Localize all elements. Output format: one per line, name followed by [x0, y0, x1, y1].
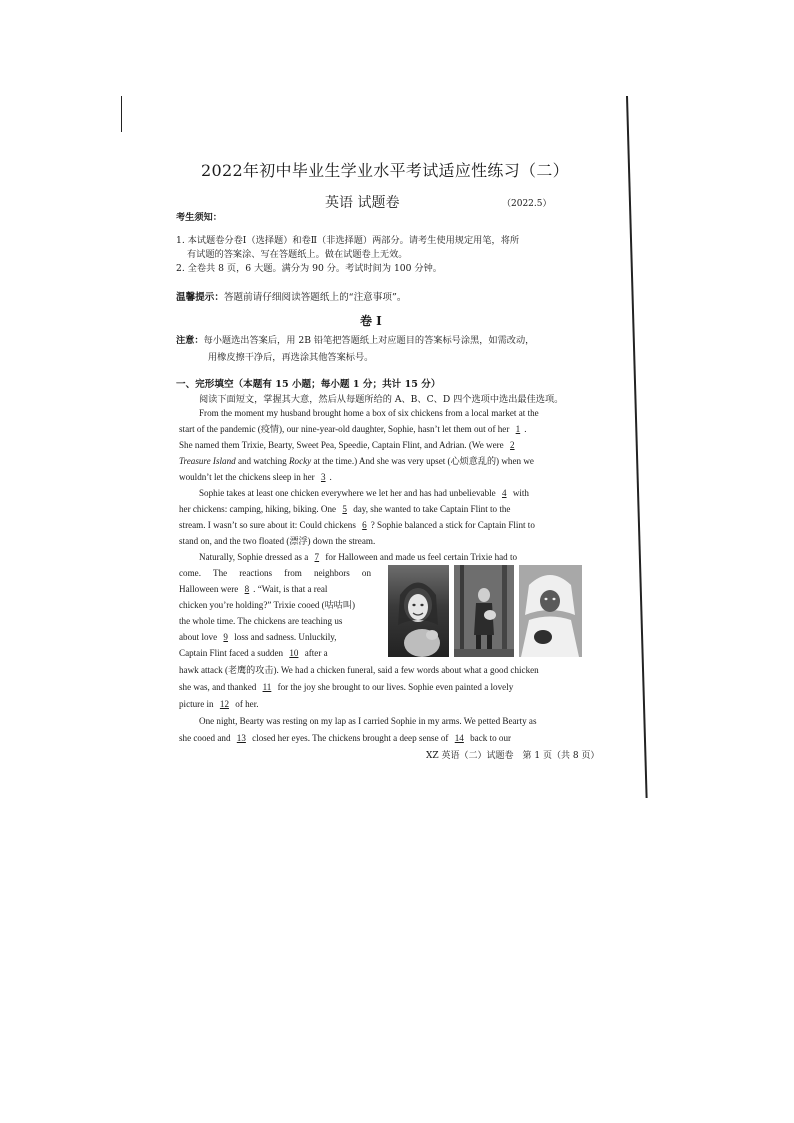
page-footer: XZ 英语（二）试题卷 第 1 页（共 8 页） [426, 751, 600, 761]
passage-text: She named them Trixie, Bearty, Sweet Pea, Speedie, Captain Flint, and Adrian. (We were [179, 440, 504, 450]
notice-heading: 考生须知： [176, 212, 222, 223]
blank-13: 13 [236, 733, 246, 743]
passage-line: One night, Bearty was resting on my lap as I carried Sophie in my arms. We petted Bearty as [199, 716, 537, 726]
part-title: 卷 Ⅰ [360, 314, 382, 328]
passage-text: and watching [235, 456, 289, 466]
blank-5: 5 [342, 504, 347, 514]
passage-text: start of the pandemic (疫情), our nine-year-old daughter, Sophie, hasn’t let them out of her [179, 424, 510, 434]
tip [176, 289, 406, 303]
section-title: 一、完形填空（本题有 15 小题；每小题 1 分；共计 15 分） [176, 379, 441, 390]
passage-text: after a [304, 648, 328, 658]
passage-text: day, she wanted to take Captain Flint to the [353, 504, 511, 514]
blank-2: 2 [510, 440, 515, 450]
notice-item-1: 1. 本试题卷分卷Ⅰ（选择题）和卷Ⅱ（非选择题）两部分。请考生使用规定用笔，将所 [176, 235, 520, 246]
photo-strip [388, 565, 582, 657]
blank-14: 14 [454, 733, 464, 743]
passage-text: Halloween were [179, 584, 239, 594]
notice-item-1-cont: 有试题的答案涂、写在答题纸上。做在试题卷上无效。 [187, 249, 408, 260]
passage-line [199, 487, 529, 499]
passage-text: closed her eyes. The chickens brought a deep sense of [252, 733, 449, 743]
blank-12: 12 [219, 699, 229, 709]
note-line-2: 用橡皮擦干净后，再选涂其他答案标号。 [208, 352, 374, 363]
passage-line [179, 471, 332, 483]
passage-text: Sophie takes at least one chicken everywhere we let her and has had unbelievable [199, 488, 496, 498]
photo-girl-in-snow [519, 565, 582, 657]
passage-word: on [361, 568, 371, 578]
blank-4: 4 [501, 488, 507, 498]
passage-text: ? Sophie balanced a stick for Captain Flint to [370, 520, 535, 530]
passage-text: about love [179, 632, 218, 642]
passage-text: . [524, 424, 527, 434]
notice-item-2: 2. 全卷共 8 页，6 大题。满分为 90 分。考试时间为 100 分钟。 [176, 263, 442, 274]
tip-text: 答题前请仔细阅读答题纸上的“注意事项”。 [223, 292, 407, 303]
passage-text: picture in [179, 699, 214, 709]
passage-line [179, 439, 519, 451]
part-note [176, 335, 534, 347]
passage-text: for the joy she brought to our lives. Sophie even painted a lovely [277, 682, 514, 692]
film-title: Rocky [288, 456, 312, 466]
note-line-1: 每小题选出答案后，用 2B 铅笔把答题纸上对应题目的答案标号涂黑，如需改动， [203, 335, 535, 346]
note-label: 注意： [176, 335, 204, 346]
photo-girl-in-woods [454, 565, 514, 657]
passage-text: stream. I wasn’t so sure about it: Could chickens [179, 520, 356, 530]
passage-word: from [284, 568, 302, 578]
passage-text: with [512, 488, 529, 498]
passage-text: at the time.) And she was very upset (心烦意乱的) when we [311, 456, 534, 466]
passage-line [179, 567, 371, 579]
passage-text: she was, and thanked [179, 682, 257, 692]
passage-word: The [213, 568, 228, 578]
passage-word: reactions [239, 568, 273, 578]
passage-line: hawk attack (老鹰的攻击). We had a chicken funeral, said a few words about what a good chicken [179, 665, 539, 675]
passage-word: come. [179, 568, 201, 578]
passage-line [179, 647, 328, 659]
book-title: Treasure Island [179, 456, 236, 466]
passage-line: chicken you’re holding?” Trixie cooed (咕咕叫) [179, 600, 356, 610]
passage-line [179, 631, 336, 643]
passage-text: of her. [235, 699, 259, 709]
passage-line [179, 519, 535, 531]
blank-10: 10 [289, 648, 299, 658]
passage-text: for Halloween and made us feel certain Trixie had to [325, 552, 518, 562]
passage-line [179, 698, 259, 710]
section-instruction: 阅读下面短文，掌握其大意，然后从每题所给的 A、B、C、D 四个选项中选出最佳选项。 [199, 394, 564, 405]
passage-line [179, 423, 526, 435]
tip-label: 温馨提示： [176, 292, 224, 303]
exam-subtitle: 英语 试题卷 [325, 195, 400, 211]
exam-title: 2022年初中毕业生学业水平考试适应性练习（二） [201, 161, 569, 180]
passage-text: loss and sadness. Unluckily, [234, 632, 337, 642]
blank-8: 8 [244, 584, 250, 594]
blank-7: 7 [314, 552, 320, 562]
passage-line: stand on, and the two floated (漂浮) down the stream. [179, 536, 376, 546]
passage-line [179, 503, 510, 515]
blank-1: 1 [515, 424, 521, 434]
passage-line [179, 681, 513, 693]
passage-line [179, 732, 511, 744]
photo-girl-with-chicken [388, 565, 449, 657]
passage-text: wouldn’t let the chickens sleep in her [179, 472, 315, 482]
passage-line [179, 455, 534, 467]
passage-line: From the moment my husband brought home a box of six chickens from a local market at the [199, 408, 539, 418]
passage-line [199, 551, 517, 563]
passage-line [179, 583, 327, 595]
blank-11: 11 [262, 682, 272, 692]
passage-text: Naturally, Sophie dressed as a [199, 552, 309, 562]
blank-9: 9 [223, 632, 228, 642]
passage-text: Captain Flint faced a sudden [179, 648, 284, 658]
blank-3: 3 [320, 472, 326, 482]
passage-text: . “Wait, is that a real [253, 584, 328, 594]
passage-word: neighbors [313, 568, 350, 578]
passage-text: back to our [470, 733, 512, 743]
passage-line: the whole time. The chickens are teaching us [179, 616, 343, 626]
passage-text: . [329, 472, 332, 482]
passage-text: her chickens: camping, hiking, biking. One [179, 504, 337, 514]
blank-6: 6 [362, 520, 367, 530]
exam-date: （2022.5） [502, 199, 552, 209]
passage-text: she cooed and [179, 733, 231, 743]
